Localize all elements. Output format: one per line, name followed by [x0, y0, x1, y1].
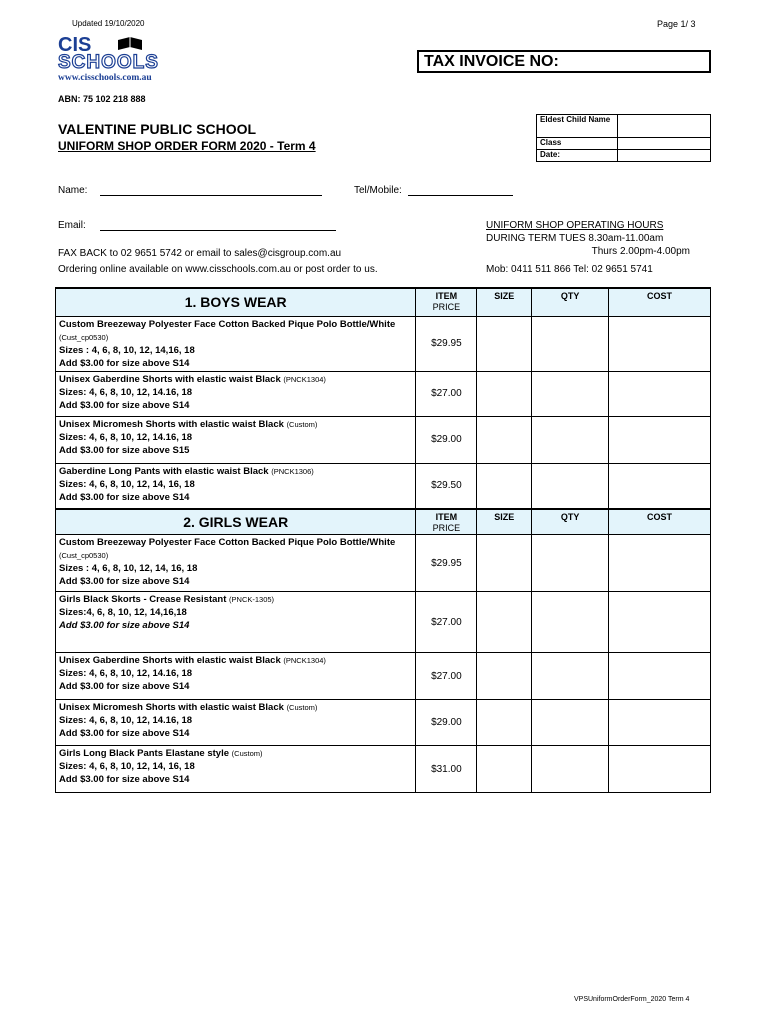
tel-label: Tel/Mobile:	[354, 185, 402, 196]
qty-header: QTY	[532, 288, 609, 316]
qty-cell[interactable]	[532, 316, 609, 371]
size-header: SIZE	[477, 288, 532, 316]
item-price: $29.95	[416, 535, 477, 592]
qty-cell[interactable]	[532, 416, 609, 463]
eldest-row	[537, 115, 711, 138]
item-price: $27.00	[416, 371, 477, 416]
item-description: Unisex Micromesh Shorts with elastic waist Black (Custom) Sizes: 4, 6, 8, 10, 12, 14.16, 18 Add $3.00 for size above S14	[56, 700, 416, 746]
tel-field[interactable]	[408, 185, 513, 196]
hours-line-1: DURING TERM TUES 8.30am-11.00am	[486, 233, 664, 244]
boys-section-title: 1. BOYS WEAR	[56, 288, 416, 316]
item-description: Unisex Gaberdine Shorts with elastic waist Black (PNCK1304) Sizes: 4, 6, 8, 10, 12, 14.16, 18 Add $3.00 for size above S14	[56, 371, 416, 416]
table-row	[56, 535, 711, 592]
cost-cell[interactable]	[609, 535, 711, 592]
table-row	[56, 653, 711, 700]
cost-cell[interactable]	[609, 592, 711, 653]
logo-bottom-text: SCHOOLS	[58, 52, 159, 73]
cost-cell[interactable]	[609, 700, 711, 746]
date-row	[537, 150, 711, 162]
table-row	[56, 416, 711, 463]
cost-cell[interactable]	[609, 416, 711, 463]
hours-line-2: Thurs 2.00pm-4.00pm	[591, 246, 690, 257]
date-label: Date:	[537, 150, 618, 162]
qty-cell[interactable]	[532, 371, 609, 416]
size-cell[interactable]	[477, 316, 532, 371]
class-label: Class	[537, 138, 618, 150]
table-row	[56, 592, 711, 653]
item-description: Unisex Gaberdine Shorts with elastic waist Black (PNCK1304) Sizes: 4, 6, 8, 10, 12, 14.16, 18 Add $3.00 for size above S14	[56, 653, 416, 700]
girls-header-row	[56, 509, 711, 535]
form-title: UNIFORM SHOP ORDER FORM 2020 - Term 4	[58, 139, 316, 153]
size-cell[interactable]	[477, 700, 532, 746]
qty-cell[interactable]	[532, 463, 609, 509]
cis-schools-logo	[56, 34, 210, 84]
qty-cell[interactable]	[532, 746, 609, 793]
item-description: Custom Breezeway Polyester Face Cotton Backed Pique Polo Bottle/White (Cust_cp0530) Sizes : 4, 6, 8, 10, 12, 14, 16, 18 Add $3.00 for size above S14	[56, 535, 416, 592]
book-icon	[118, 37, 142, 50]
order-table	[55, 287, 711, 793]
qty-cell[interactable]	[532, 653, 609, 700]
size-cell[interactable]	[477, 463, 532, 509]
qty-cell[interactable]	[532, 592, 609, 653]
item-price: $29.95	[416, 316, 477, 371]
item-price: $29.00	[416, 700, 477, 746]
cis-logo-graphic	[56, 34, 210, 84]
date-field[interactable]	[618, 150, 711, 162]
table-row	[56, 700, 711, 746]
class-field[interactable]	[618, 138, 711, 150]
name-label: Name:	[58, 185, 88, 196]
email-row	[58, 220, 336, 231]
name-row	[58, 185, 322, 196]
table-row	[56, 746, 711, 793]
item-price: $29.50	[416, 463, 477, 509]
contact-numbers: Mob: 0411 511 866 Tel: 02 9651 5741	[486, 264, 653, 275]
cost-cell[interactable]	[609, 653, 711, 700]
logo-top-text: CIS	[58, 34, 92, 56]
size-cell[interactable]	[477, 592, 532, 653]
item-description: Girls Black Skorts - Crease Resistant (PNCK-1305) Sizes:4, 6, 8, 10, 12, 14,16,18 Add $3.00 for size above S14	[56, 592, 416, 653]
size-cell[interactable]	[477, 746, 532, 793]
cost-cell[interactable]	[609, 463, 711, 509]
item-price-header: ITEM PRICE	[416, 509, 477, 535]
table-row	[56, 463, 711, 509]
table-row	[56, 371, 711, 416]
abn: ABN: 75 102 218 888	[58, 94, 146, 104]
item-price: $27.00	[416, 653, 477, 700]
size-cell[interactable]	[477, 535, 532, 592]
hours-title: UNIFORM SHOP OPERATING HOURS	[486, 220, 664, 231]
email-field[interactable]	[100, 220, 336, 231]
email-label: Email:	[58, 220, 86, 231]
updated-date: Updated 19/10/2020	[72, 19, 145, 28]
school-name: VALENTINE PUBLIC SCHOOL	[58, 121, 257, 137]
table-row	[56, 316, 711, 371]
logo-url-text: www.cisschools.com.au	[58, 73, 152, 83]
tax-invoice-box[interactable]: TAX INVOICE NO:	[417, 50, 711, 73]
item-description: Custom Breezeway Polyester Face Cotton Backed Pique Polo Bottle/White (Cust_cp0530) Sizes : 4, 6, 8, 10, 12, 14,16, 18 Add $3.00 for size above S14	[56, 316, 416, 371]
item-description: Unisex Micromesh Shorts with elastic waist Black (Custom) Sizes: 4, 6, 8, 10, 12, 14.16, 18 Add $3.00 for size above S15	[56, 416, 416, 463]
size-cell[interactable]	[477, 416, 532, 463]
eldest-child-name-field[interactable]	[618, 115, 711, 138]
item-price-header: ITEM PRICE	[416, 288, 477, 316]
tel-row	[354, 185, 513, 196]
size-header: SIZE	[477, 509, 532, 535]
size-cell[interactable]	[477, 371, 532, 416]
cost-header: COST	[609, 509, 711, 535]
name-field[interactable]	[100, 185, 322, 196]
item-description: Girls Long Black Pants Elastane style (Custom) Sizes: 4, 6, 8, 10, 12, 14, 16, 18 Add $3.00 for size above S14	[56, 746, 416, 793]
cost-header: COST	[609, 288, 711, 316]
qty-cell[interactable]	[532, 535, 609, 592]
qty-header: QTY	[532, 509, 609, 535]
online-ordering: Ordering online available on www.cisschools.com.au or post order to us.	[58, 264, 378, 275]
qty-cell[interactable]	[532, 700, 609, 746]
fax-instructions: FAX BACK to 02 9651 5742 or email to sales@cisgroup.com.au	[58, 248, 342, 259]
item-price: $27.00	[416, 592, 477, 653]
eldest-child-box	[536, 114, 711, 162]
item-price: $31.00	[416, 746, 477, 793]
operating-hours	[486, 220, 706, 259]
girls-section-title: 2. GIRLS WEAR	[56, 509, 416, 535]
boys-header-row	[56, 288, 711, 316]
page-number: Page 1/ 3	[657, 19, 696, 29]
eldest-child-name-label: Eldest Child Name	[537, 115, 618, 138]
item-price: $29.00	[416, 416, 477, 463]
cost-cell[interactable]	[609, 746, 711, 793]
cost-cell[interactable]	[609, 316, 711, 371]
cost-cell[interactable]	[609, 371, 711, 416]
item-description: Gaberdine Long Pants with elastic waist Black (PNCK1306) Sizes: 4, 6, 8, 10, 12, 14, 16, 18 Add $3.00 for size above S14	[56, 463, 416, 509]
class-row	[537, 138, 711, 150]
footer-filename: VPSUniformOrderForm_2020 Term 4	[574, 996, 690, 1003]
size-cell[interactable]	[477, 653, 532, 700]
